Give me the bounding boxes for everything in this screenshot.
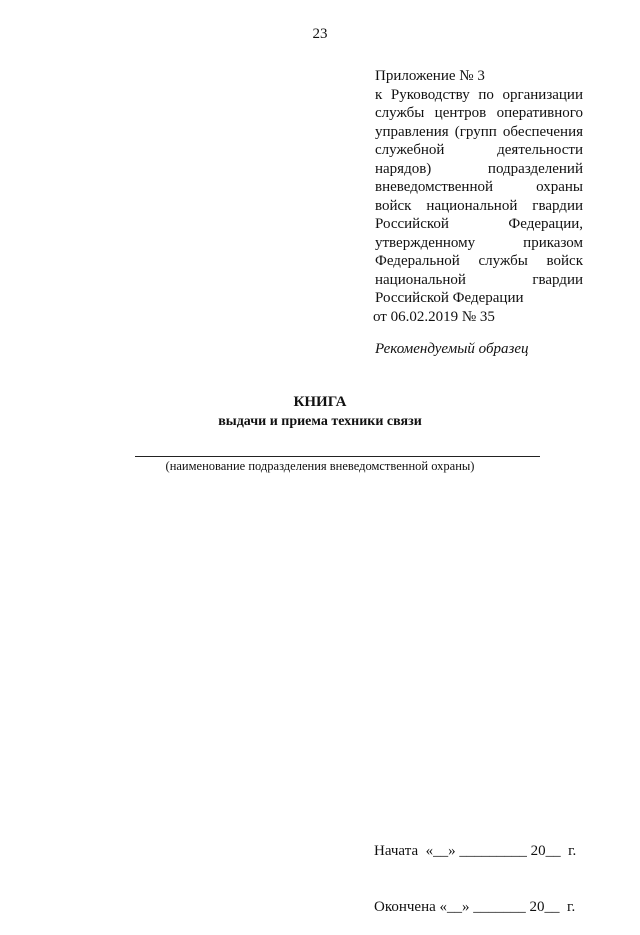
- unit-name-fill-line[interactable]: [135, 456, 540, 457]
- started-date-line[interactable]: Начата «__» _________ 20__ г.: [374, 843, 577, 859]
- title-subtitle: выдачи и приема техники связи: [218, 414, 422, 429]
- title-main: КНИГА: [293, 394, 347, 410]
- appendix-line: войск национальной гвардии: [375, 197, 583, 214]
- appendix-line: Федеральной службы войск: [375, 253, 583, 269]
- page-number: 23: [312, 26, 328, 42]
- appendix-header: [375, 67, 583, 326]
- appendix-line: управления (групп обеспечения: [375, 123, 583, 140]
- unit-name-caption: (наименование подразделения вневедомственной охраны): [165, 459, 475, 473]
- ended-date-line[interactable]: Окончена «__» _______ 20__ г.: [374, 898, 576, 915]
- appendix-line: национальной гвардии: [375, 271, 583, 288]
- appendix-line: службы центров оперативного: [375, 105, 583, 121]
- appendix-line: Российской Федерации,: [375, 216, 583, 232]
- document-title: [0, 392, 640, 432]
- appendix-line: вневедомственной охраны: [375, 179, 583, 195]
- appendix-line: служебной деятельности: [375, 142, 583, 158]
- appendix-line-order: от 06.02.2019 № 35: [373, 308, 495, 325]
- appendix-line: Приложение № 3: [375, 68, 485, 84]
- appendix-line: к Руководству по организации: [375, 86, 583, 103]
- recommended-sample-label: Рекомендуемый образец: [375, 341, 529, 357]
- appendix-line: утвержденному приказом: [375, 234, 583, 251]
- appendix-line: Российской Федерации: [375, 290, 524, 306]
- date-block: [374, 805, 576, 935]
- appendix-line: нарядов) подразделений: [375, 160, 583, 177]
